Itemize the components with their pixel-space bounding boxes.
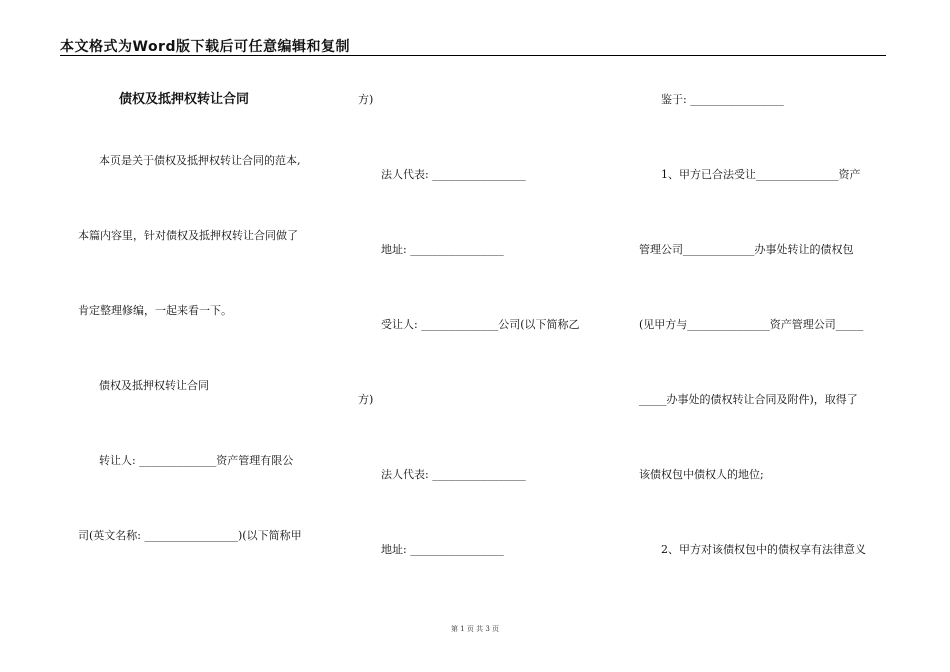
- paragraph-line: 司(英文名称: _________________)(以下简称甲: [78, 529, 302, 542]
- paragraph-line: 2、甲方对该债权包中的债权享有法律意义: [661, 543, 866, 556]
- paragraph-line: 受让人: ______________公司(以下简称乙: [381, 318, 580, 331]
- page-number: 第 1 页 共 3 页: [450, 625, 500, 633]
- paragraph-line: _____办事处的债权转让合同及附件)，取得了: [639, 393, 858, 406]
- paragraph-line: 转让人: ______________资产管理有限公: [99, 454, 294, 467]
- paragraph-line: 管理公司_____________办事处转让的债权包: [639, 243, 854, 256]
- header-divider: [60, 55, 886, 56]
- paragraph-line: 方): [358, 393, 374, 406]
- paragraph-line: 本页是关于债权及抵押权转让合同的范本,: [99, 154, 301, 167]
- paragraph-line: 方): [358, 93, 374, 106]
- paragraph-line: 本篇内容里，针对债权及抵押权转让合同做了: [78, 229, 298, 242]
- section-heading: 债权及抵押权转让合同: [99, 379, 209, 392]
- document-title: 债权及抵押权转让合同: [119, 92, 250, 107]
- paragraph-line: 肯定整理修编，一起来看一下。: [78, 304, 232, 317]
- paragraph-line: (见甲方与_______________资产管理公司_____: [639, 318, 864, 331]
- paragraph-line: 法人代表: _________________: [381, 468, 526, 481]
- paragraph-line: 1、甲方已合法受让_______________资产: [661, 168, 861, 181]
- paragraph-line: 法人代表: _________________: [381, 168, 526, 181]
- paragraph-line: 地址: _________________: [381, 543, 504, 556]
- paragraph-line: 地址: _________________: [381, 243, 504, 256]
- paragraph-line: 该债权包中债权人的地位;: [639, 468, 764, 481]
- paragraph-line: 鉴于: _________________: [661, 93, 784, 106]
- document-header: 本文格式为Word版下载后可任意编辑和复制: [60, 39, 350, 55]
